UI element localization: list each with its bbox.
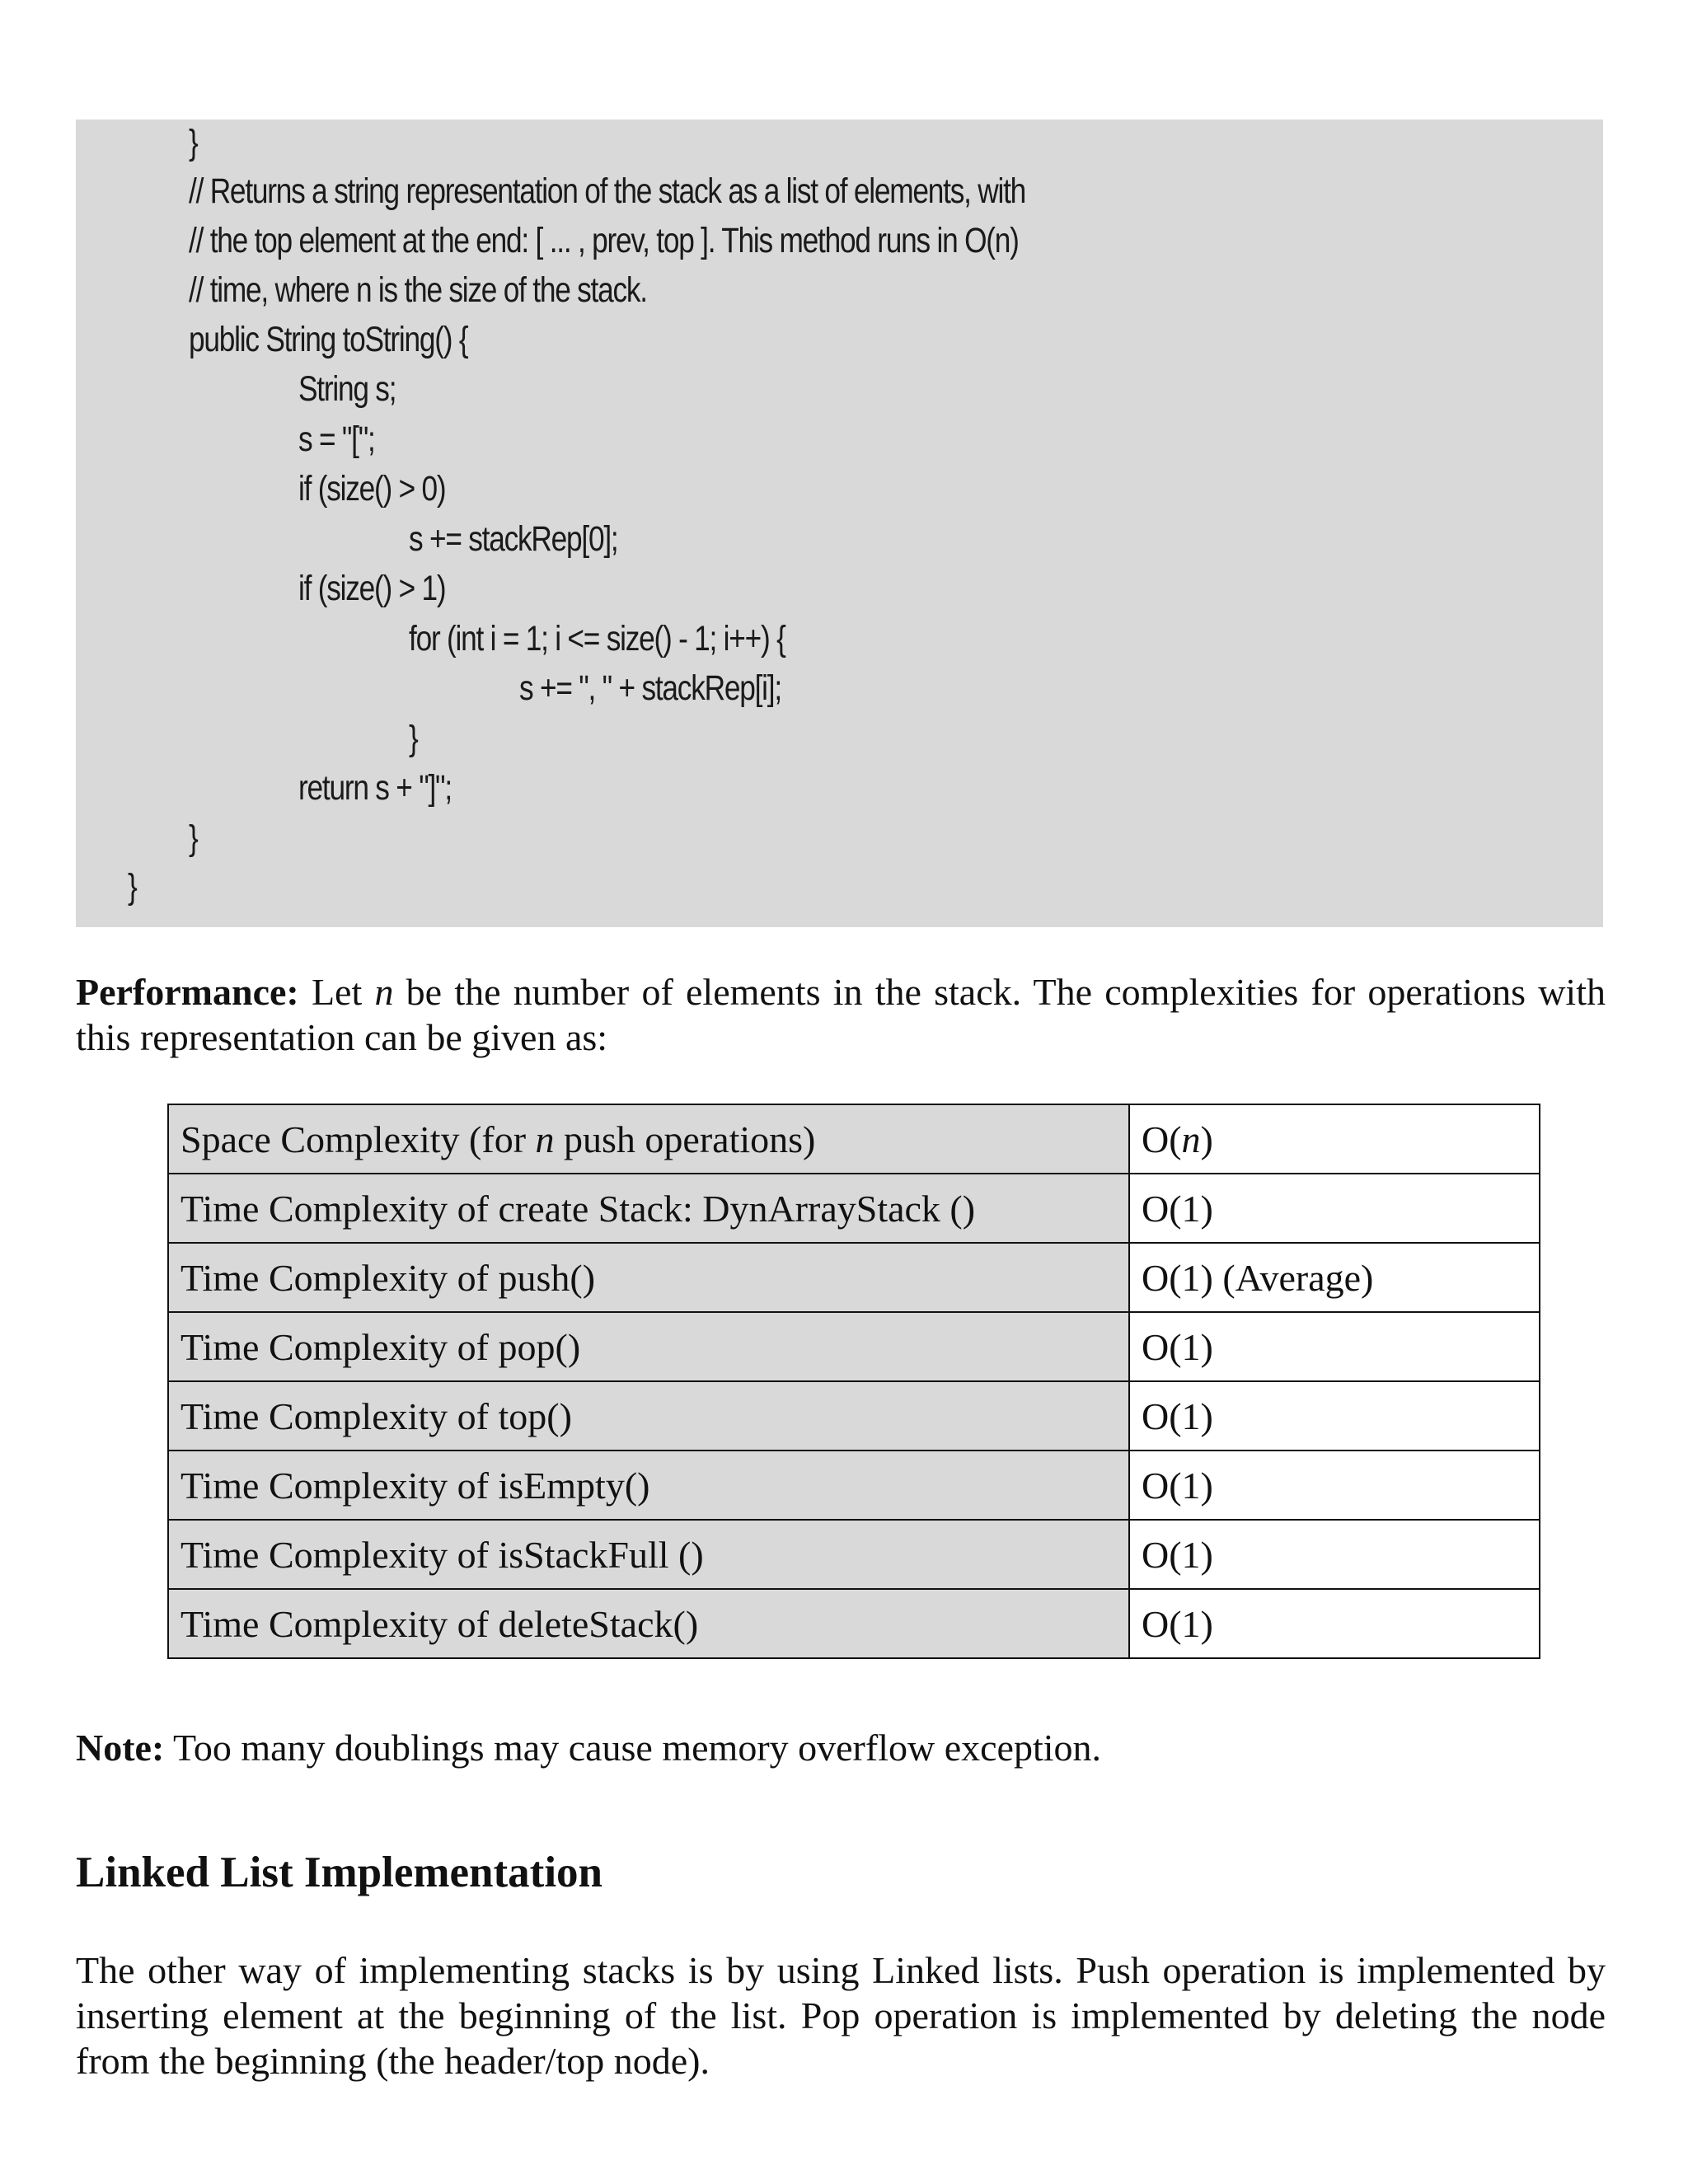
code-line: // the top element at the end: [ ... , prev, top ]. This method runs in O(n)	[189, 221, 1019, 260]
operation-cell: Time Complexity of create Stack: DynArrayStack ()	[168, 1174, 1129, 1243]
code-line: if (size() > 0)	[298, 469, 446, 509]
table-row	[168, 1589, 1540, 1658]
complexity-cell: O(1)	[1129, 1451, 1540, 1520]
cell-text: push operations)	[554, 1118, 816, 1160]
complexity-cell: O(1) (Average)	[1129, 1243, 1540, 1312]
table-row	[168, 1381, 1540, 1451]
code-line: // Returns a string representation of the stack as a list of elements, with	[189, 171, 1026, 211]
operation-cell: Time Complexity of isEmpty()	[168, 1451, 1129, 1520]
operation-cell: Time Complexity of top()	[168, 1381, 1129, 1451]
code-line: s += ", " + stackRep[i];	[519, 668, 781, 708]
table-row	[168, 1451, 1540, 1520]
operation-cell	[168, 1104, 1129, 1174]
complexity-cell: O(1)	[1129, 1174, 1540, 1243]
operation-cell: Time Complexity of push()	[168, 1243, 1129, 1312]
performance-label: Performance:	[76, 971, 299, 1013]
complexity-table	[167, 1104, 1540, 1659]
code-line: s += stackRep[0];	[409, 519, 618, 559]
operation-cell: Time Complexity of pop()	[168, 1312, 1129, 1381]
cell-text: Space Complexity (for	[181, 1118, 536, 1160]
table-row	[168, 1174, 1540, 1243]
complexity-cell: O(1)	[1129, 1520, 1540, 1589]
cell-text-italic: n	[535, 1118, 555, 1160]
code-line: String s;	[298, 369, 396, 409]
code-line: }	[189, 123, 198, 162]
performance-text: be the number of elements in the stack. The complexities for operations with this representation can be given as:	[76, 971, 1606, 1058]
code-line: for (int i = 1; i <= size() - 1; i++) {	[409, 619, 785, 658]
operation-cell: Time Complexity of deleteStack()	[168, 1589, 1129, 1658]
complexity-cell: O(1)	[1129, 1589, 1540, 1658]
code-line: public String toString() {	[189, 320, 468, 359]
code-line: s = "[";	[298, 419, 375, 459]
section-heading: Linked List Implementation	[76, 1849, 603, 1896]
code-line: return s + "]";	[298, 768, 452, 808]
table-row	[168, 1520, 1540, 1589]
complexity-cell: O(1)	[1129, 1312, 1540, 1381]
note-text: Too many doublings may cause memory overflow exception.	[164, 1727, 1102, 1769]
cell-text: )	[1200, 1118, 1213, 1160]
table-row	[168, 1243, 1540, 1312]
operation-cell: Time Complexity of isStackFull ()	[168, 1520, 1129, 1589]
code-line: }	[409, 719, 418, 758]
table-row	[168, 1104, 1540, 1174]
code-line: if (size() > 1)	[298, 569, 446, 608]
table-row	[168, 1312, 1540, 1381]
variable-n: n	[374, 971, 394, 1013]
code-line: }	[189, 818, 198, 858]
cell-text: O(	[1142, 1118, 1182, 1160]
note-paragraph	[76, 1725, 1606, 1770]
performance-paragraph	[76, 969, 1606, 1060]
code-line: }	[128, 867, 137, 907]
performance-text: Let	[298, 971, 375, 1013]
section-body: The other way of implementing stacks is by using Linked lists. Push operation is implemented by inserting element at the beginning of the list. Pop operation is implemented by deleting the node from the beginning (the header/top node).	[76, 1949, 1606, 2082]
complexity-cell	[1129, 1104, 1540, 1174]
code-line: // time, where n is the size of the stack.	[189, 270, 647, 310]
complexity-cell: O(1)	[1129, 1381, 1540, 1451]
cell-text-italic: n	[1181, 1118, 1201, 1160]
note-label: Note:	[76, 1727, 165, 1769]
code-block	[76, 120, 1603, 927]
